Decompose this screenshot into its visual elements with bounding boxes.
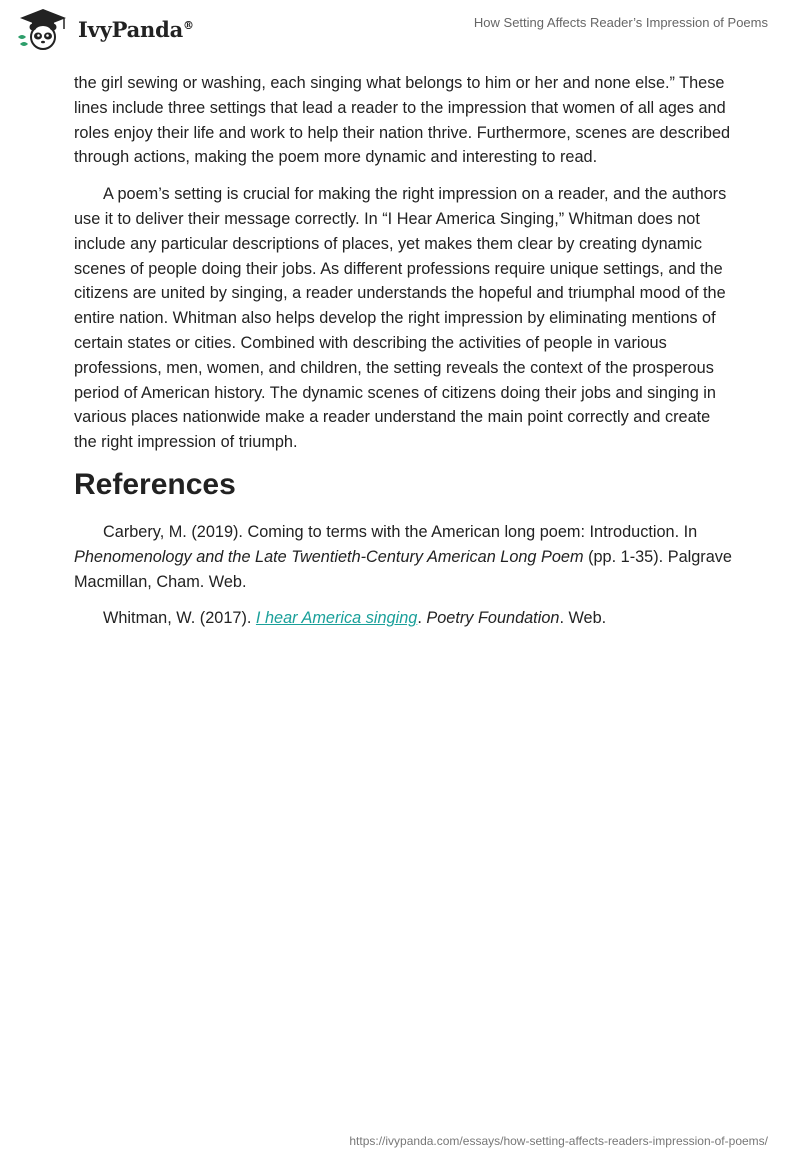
reference-link[interactable]: I hear America singing [255, 609, 418, 628]
footer-url: https://ivypanda.com/essays/how-setting-affects-readers-impression-of-poems/ [349, 1134, 768, 1148]
brand-name: IvyPanda® [78, 16, 194, 42]
essay-content [74, 71, 734, 643]
reference-item: Carbery, M. (2019). Coming to terms with the American long poem: Introduction. In Phenomenology and the Late Twentieth-Century American Long Poem (pp. 1-35). Palgrave Macmillan, Cham. Web. [74, 522, 732, 591]
body-paragraph: A poem’s setting is crucial for making the right impression on a reader, and the authors use it to deliver their message correctly. In “I Hear America Singing,” Whitman does not include any particular descriptions of places, yet makes them clear by creating dynamic scenes of people doing their jobs. As different professions require unique settings, and the citizens are united by singing, a reader understands the hopeful and triumphal mood of the entire nation. Whitman also helps develop the right impression by eliminating mentions of certain states or cities. Combined with describing the activities of people in various professions, men, women, and children, the setting reveals the context of the prosperous period of American history. The dynamic scenes of citizens doing their jobs and singing in various places nationwide make a reader understand the main point correctly and create the right impression of triumph. [74, 185, 727, 452]
document-title: How Setting Affects Reader’s Impression of Poems [473, 15, 768, 30]
page-header [0, 0, 800, 66]
body-paragraph: the girl sewing or washing, each singing what belongs to him or her and none else.” These lines include three settings that lead a reader to the impression that women of all ages and roles enjoy their life and work to help their nation thrive. Furthermore, scenes are described through actions, making the poem more dynamic and interesting to read. [74, 74, 731, 167]
reference-item: Whitman, W. (2017). I hear America singing. Poetry Foundation. Web. [103, 609, 607, 628]
brand-logo[interactable] [14, 7, 194, 51]
references-heading: References [74, 467, 236, 501]
panda-graduation-cap-icon [14, 7, 72, 51]
